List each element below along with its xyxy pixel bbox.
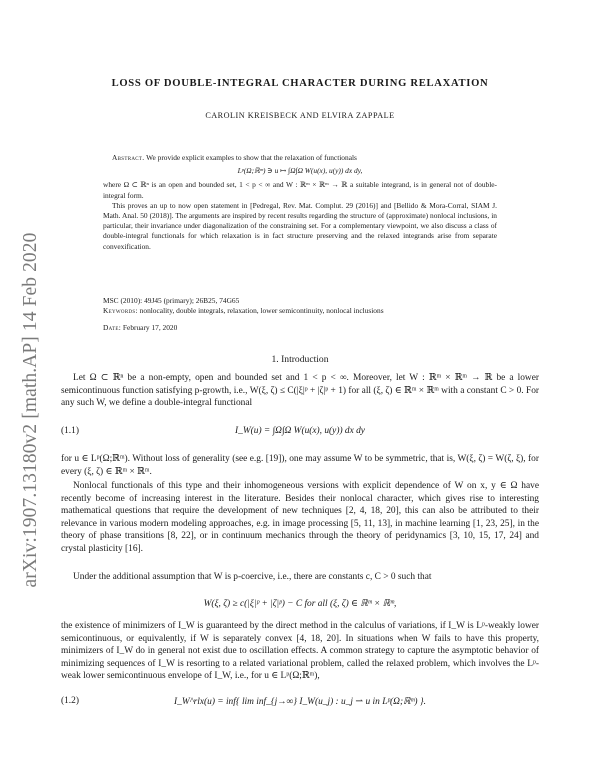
arxiv-sidebar-stamp bbox=[14, 150, 48, 670]
intro-paragraph-1: Let Ω ⊂ ℝⁿ be a non-empty, open and bounded set and 1 < p < ∞. Moreover, let W : ℝᵐ × ℝᵐ → ℝ be a lower semicontinuous function satisfying p-growth, i.e., W(ξ, ζ) ≤ C(|ξ|ᵖ + |ζ|ᵖ + 1) for all (ξ, ζ) ∈ ℝᵐ × ℝᵐ with a constant C > 0. For any such W, we define a double-integral functional bbox=[61, 373, 539, 409]
msc-classification: MSC (2010): 49J45 (primary); 26B25, 74G65 bbox=[103, 296, 240, 305]
intro-paragraph-5: the existence of minimizers of I_W is guaranteed by the direct method in the calculus of variations, if I_W is Lᵖ-weakly lower semicontinuous, or equivalently, if W is separately convex [4, 18, 20]. In situations when W fails to have this property, minimizers of I_W do in general not exist due to oscillation effects. A common strategy to capture the asymptotic behavior of minimizing sequences of I_W is resorting to a related variational problem, called the relaxed problem, which involves the Lᵖ-weak lower semicontinuous envelope of I_W, i.e., for u ∈ Lᵖ(Ω;ℝᵐ), bbox=[61, 621, 539, 682]
abstract-formula: Lᵖ(Ω;ℝᵐ) ∋ u ↦ ∫Ω∫Ω W(u(x), u(y)) dx dy, bbox=[237, 166, 363, 176]
arxiv-identifier: arXiv:1907.13180v2 [math.AP] 14 Feb 2020 bbox=[20, 232, 41, 588]
abstract-line2: where Ω ⊂ ℝⁿ is an open and bounded set, 1 < p < ∞ and W : ℝᵐ × ℝᵐ → ℝ a suitable integrand, is in general not of double-integral form. bbox=[103, 180, 497, 200]
equation-expression: I_W^rlx(u) = inf{ lim inf_{j→∞} I_W(u_j) : u_j ⇀ u in Lᵖ(Ω;ℝᵐ) }. bbox=[174, 697, 426, 707]
date: February 17, 2020 bbox=[122, 323, 178, 333]
paper-meta bbox=[103, 296, 497, 334]
keywords: nonlocality, double integrals, relaxation, lower semicontinuity, nonlocal inclusions bbox=[139, 306, 384, 316]
intro-paragraph-4: Under the additional assumption that W is p-coercive, i.e., there are constants c, C > 0 such that bbox=[73, 572, 432, 582]
equation-1-1 bbox=[61, 422, 539, 444]
equation-expression: I_W(u) = ∫Ω∫Ω W(u(x), u(y)) dx dy bbox=[235, 426, 365, 436]
abstract-text: We provide explicit examples to show that the relaxation of functionals bbox=[146, 153, 357, 162]
paper-authors: CAROLIN KREISBECK AND ELVIRA ZAPPALE bbox=[205, 111, 395, 120]
equation-number: (1.2) bbox=[61, 696, 79, 706]
abstract-para2: This proves an up to now open statement in [Pedregal, Rev. Mat. Complut. 29 (2016)] and [Bellido & Mora-Corral, SIAM J. Math. Anal. 50 (2018)]. The arguments are inspired by recent results regarding the structure of (approximate) nonlocal inclusions, in particular, their invariance under diagonalization of the constraining set. For a complementary viewpoint, we also discuss a class of double-integral functionals for which relaxation is in fact structure preserving and the relaxed integrands arise from separate convexification. bbox=[103, 200, 497, 251]
paper-title: LOSS OF DOUBLE-INTEGRAL CHARACTER DURING RELAXATION bbox=[111, 78, 489, 89]
equation-number: (1.1) bbox=[61, 426, 79, 436]
coercivity-equation: W(ξ, ζ) ≥ c(|ξ|ᵖ + |ζ|ᵖ) − C for all (ξ, ζ) ∈ ℝᵐ × ℝᵐ, bbox=[203, 599, 397, 609]
keywords-label: Keywords: bbox=[103, 306, 138, 316]
equation-1-2 bbox=[61, 692, 539, 714]
intro-paragraph-2: for u ∈ Lᵖ(Ω;ℝᵐ). Without loss of generality (see e.g. [19]), one may assume W to be symmetric, that is, W(ξ, ζ) = W(ζ, ξ), for every (ξ, ζ) ∈ ℝᵐ × ℝᵐ. bbox=[61, 454, 539, 477]
intro-paragraph-3: Nonlocal functionals of this type and their inhomogeneous versions with explicit dependence of W on x, y ∈ Ω have recently become of increasing interest in the literature. Besides their nonlocal character, which gives rise to interesting mathematical questions that require the development of new techniques [2, 4, 18, 20], this can also be attributed to their relevance in various modern modeling approaches, e.g. in image processing [5, 11, 13], in machine learning [1, 23, 25], in the theory of phase transitions [8, 22], or in continuum mechanics through the theory of peridynamics [3, 10, 15, 17, 24] and crystal plasticity [16]. bbox=[61, 481, 539, 554]
section-title: 1. Introduction bbox=[271, 354, 329, 365]
date-label: Date: bbox=[103, 323, 122, 333]
abstract-label: Abstract. bbox=[112, 153, 145, 162]
abstract bbox=[103, 153, 497, 252]
